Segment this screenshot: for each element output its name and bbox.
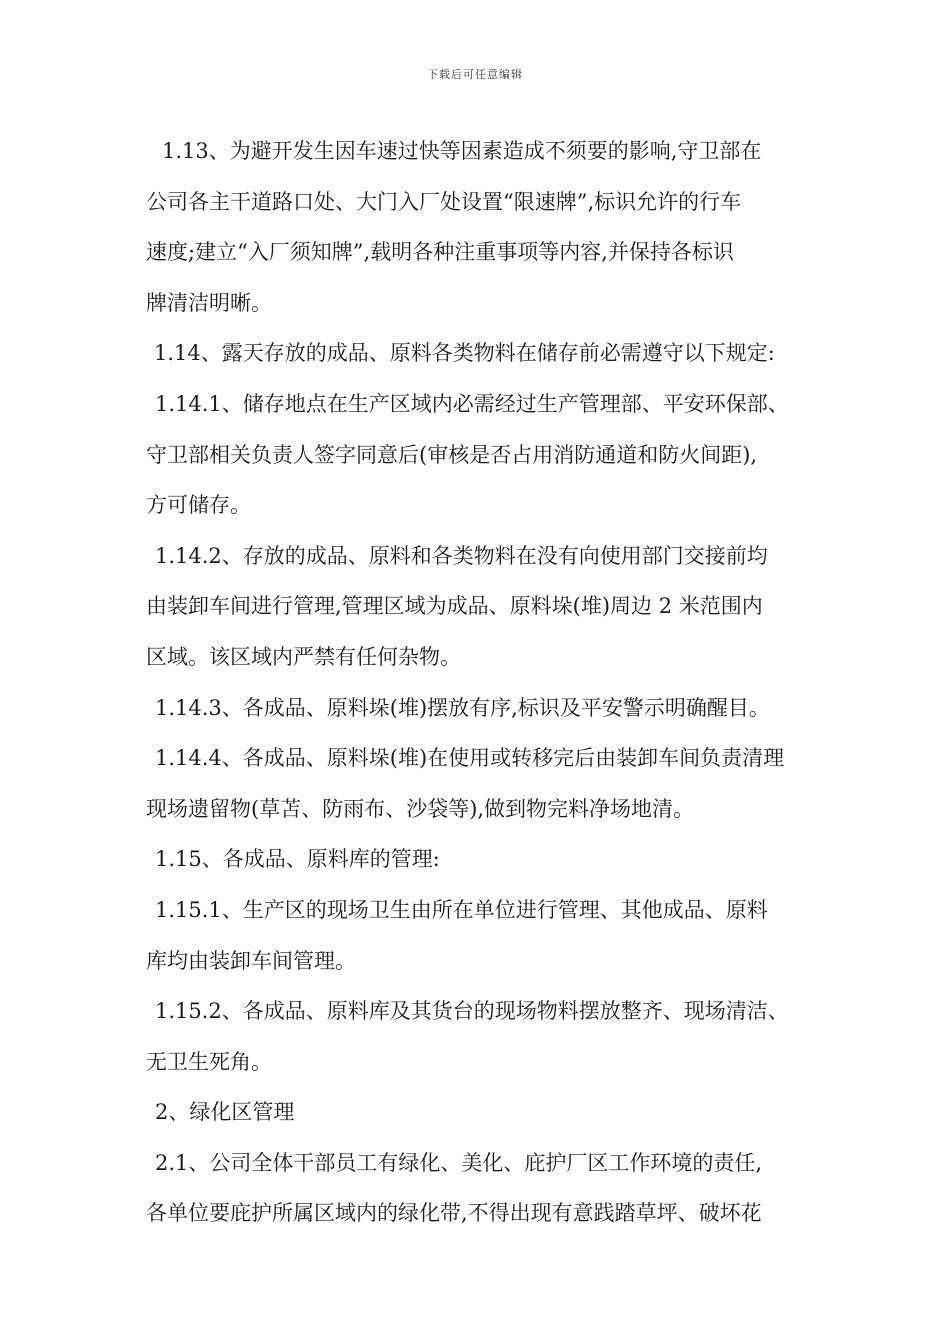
paragraph-line: 区域。该区域内严禁有任何杂物。: [146, 644, 461, 669]
paragraph-line: 1.14.4、各成品、原料垛(堆)在使用或转移完后由装卸车间负责清理: [155, 746, 785, 771]
paragraph-line: 现场遗留物(草苫、防雨布、沙袋等),做到物完料净场地清。: [146, 796, 695, 821]
paragraph-1-14-4: [146, 733, 816, 834]
paragraph-1-15-2: [146, 986, 816, 1087]
paragraph-1-14-2: [146, 531, 816, 683]
paragraph-1-15: [146, 834, 816, 885]
paragraph-line: 守卫部相关负责人签字同意后(审核是否占用消防通道和防火间距),: [146, 442, 758, 467]
page-header: [0, 66, 950, 82]
paragraph-line: 1.14.2、存放的成品、原料和各类物料在没有向使用部门交接前均: [155, 543, 768, 568]
paragraph-line: 方可储存。: [146, 493, 251, 518]
paragraph-line: 1.15.1、生产区的现场卫生由所在单位进行管理、其他成品、原料: [155, 897, 768, 922]
paragraph-1-14-1: [146, 379, 816, 531]
paragraph-line: 牌清洁明晰。: [146, 290, 272, 315]
paragraph-line: 无卫生死角。: [146, 1049, 272, 1074]
paragraph-line: 1.14.3、各成品、原料垛(堆)摆放有序,标识及平安警示明确醒目。: [155, 695, 770, 720]
paragraph-line: 1.15、各成品、原料库的管理:: [155, 847, 440, 872]
paragraph-line: 2、绿化区管理: [155, 1100, 295, 1125]
header-text: 下载后可任意编辑: [427, 68, 523, 81]
paragraph-line: 速度;建立“入厂须知牌”,载明各种注重事项等内容,并保持各标识: [146, 240, 734, 265]
paragraph-line: 由装卸车间进行管理,管理区域为成品、原料垛(堆)周边 2 米范围内: [146, 594, 763, 619]
paragraph-2: [146, 1087, 816, 1138]
paragraph-1-15-1: [146, 885, 816, 986]
paragraph-line: 库均由装卸车间管理。: [146, 948, 356, 973]
paragraph-1-14: [146, 328, 816, 379]
paragraph-line: 1.14、露天存放的成品、原料各类物料在储存前必需遵守以下规定:: [154, 341, 775, 366]
paragraph-line: 公司各主干道路口处、大门入厂处设置“限速牌”,标识允许的行车: [146, 189, 742, 214]
paragraph-2-1: [146, 1138, 816, 1239]
paragraph-line: 1.13、为避开发生因车速过快等因素造成不须要的影响,守卫部在: [162, 139, 762, 163]
paragraph-line: 各单位要庇护所属区域内的绿化带,不得出现有意践踏草坪、破坏花: [146, 1201, 762, 1226]
paragraph-line: 2.1、公司全体干部员工有绿化、美化、庇护厂区工作环境的责任,: [155, 1150, 763, 1175]
paragraph-1-13: [146, 126, 816, 328]
paragraph-line: 1.14.1、储存地点在生产区域内必需经过生产管理部、平安环保部、: [155, 391, 789, 416]
paragraph-line: 1.15.2、各成品、原料库及其货台的现场物料摆放整齐、现场清洁、: [155, 999, 789, 1024]
paragraph-1-14-3: [146, 683, 816, 734]
document-body: [146, 126, 816, 1239]
